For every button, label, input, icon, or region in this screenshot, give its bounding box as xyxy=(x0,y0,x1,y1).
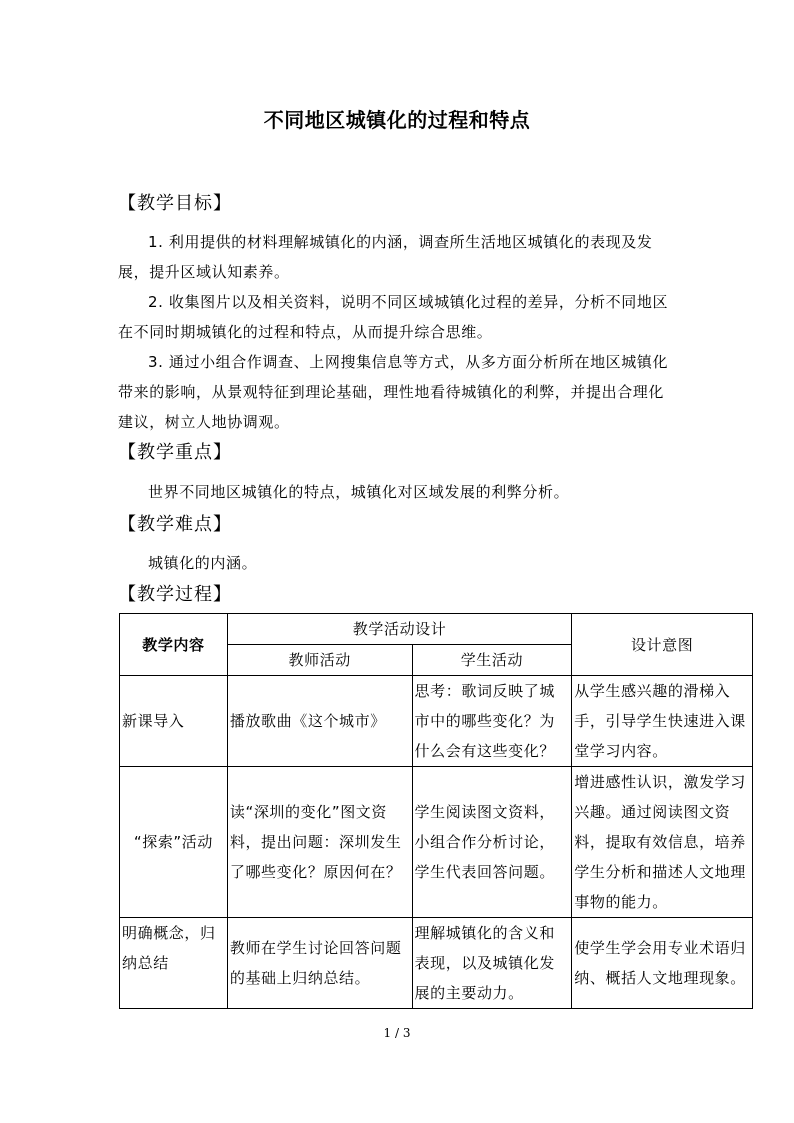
header-teacher: 教师活动 xyxy=(227,645,412,676)
table-row xyxy=(120,767,753,918)
header-student: 学生活动 xyxy=(412,645,572,676)
row-intent: 从学生感兴趣的滑梯入手，引导学生快速进入课堂学习内容。 xyxy=(572,676,753,767)
document-title: 不同地区城镇化的过程和特点 xyxy=(263,108,531,132)
difficulties-heading: 【教学难点】 xyxy=(118,514,232,535)
key-points-heading: 【教学重点】 xyxy=(118,442,232,463)
row-intent: 使学生学会用专业术语归纳、概括人文地理现象。 xyxy=(572,918,753,1009)
header-activity-design: 教学活动设计 xyxy=(227,614,571,645)
row-student: 思考：歌词反映了城市中的哪些变化？为什么会有这些变化？ xyxy=(412,676,572,767)
goal-item-2: 2. 收集图片以及相关资料，说明不同区域城镇化过程的差异，分析不同地区在不同时期城镇化的过程和特点，从而提升综合思维。 xyxy=(118,293,669,341)
row-teacher: 教师在学生讨论回答问题的基础上归纳总结。 xyxy=(227,918,412,1009)
table-row xyxy=(120,676,753,767)
row-content: “探索”活动 xyxy=(120,767,228,918)
row-student: 学生阅读图文资料，小组合作分析讨论，学生代表回答问题。 xyxy=(412,767,572,918)
row-teacher: 播放歌曲《这个城市》 xyxy=(227,676,412,767)
header-intent: 设计意图 xyxy=(572,614,753,676)
goals-heading: 【教学目标】 xyxy=(118,193,232,214)
page-number: 1 / 3 xyxy=(383,1026,411,1040)
header-content: 教学内容 xyxy=(120,614,228,676)
row-intent: 增进感性认识，激发学习兴趣。通过阅读图文资料，提取有效信息，培养学生分析和描述人文地理事物的能力。 xyxy=(572,767,753,918)
row-student: 理解城镇化的含义和表现，以及城镇化发展的主要动力。 xyxy=(412,918,572,1009)
row-teacher: 读“深圳的变化”图文资料，提出问题：深圳发生了哪些变化？原因何在？ xyxy=(227,767,412,918)
key-points-text: 世界不同地区城镇化的特点，城镇化对区域发展的利弊分析。 xyxy=(148,483,570,501)
table-row xyxy=(120,918,753,1009)
difficulties-text: 城镇化的内涵。 xyxy=(148,554,258,572)
goal-item-1: 1. 利用提供的材料理解城镇化的内涵，调查所生活地区城镇化的表现及发展，提升区域认知素养。 xyxy=(118,233,653,281)
row-content: 明确概念，归纳总结 xyxy=(120,918,228,1009)
row-content: 新课导入 xyxy=(120,676,228,767)
process-table xyxy=(119,613,753,1009)
process-heading: 【教学过程】 xyxy=(118,584,232,605)
goal-item-3: 3. 通过小组合作调查、上网搜集信息等方式，从多方面分析所在地区城镇化带来的影响，从景观特征到理论基础，理性地看待城镇化的利弊，并提出合理化建议，树立人地协调观。 xyxy=(118,353,669,431)
